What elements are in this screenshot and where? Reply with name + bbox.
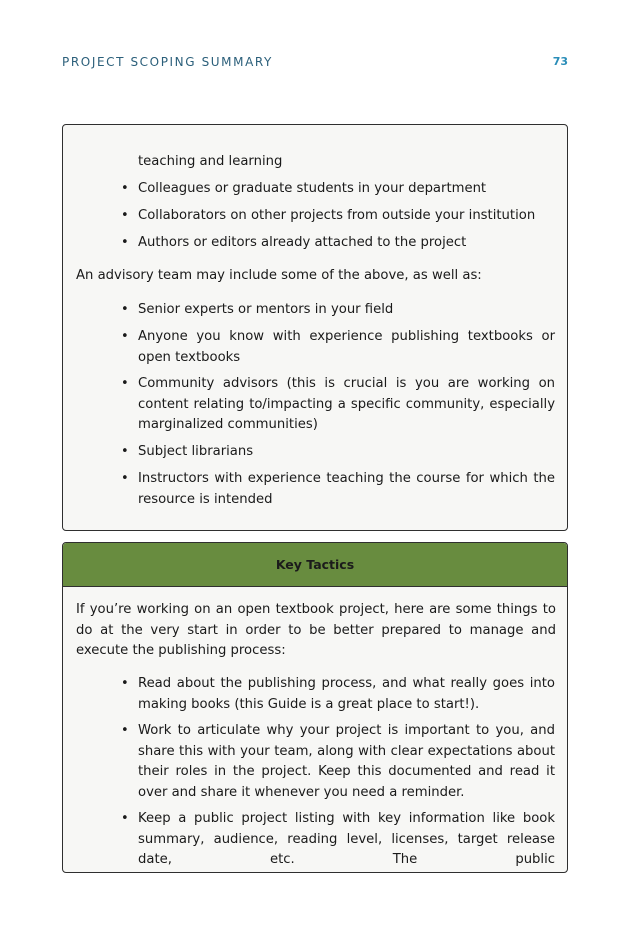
list-item <box>121 674 555 715</box>
list-item-continuation <box>121 152 555 173</box>
list-item <box>121 233 555 254</box>
list-item-text: Read about the publishing process, and what really goes into making books (this Guide is a great place to start!). <box>138 676 555 712</box>
list-item-text: Authors or editors already attached to the project <box>138 235 467 250</box>
advisory-team-box <box>62 124 568 531</box>
list-item-text: Work to articulate why your project is important to you, and share this with your team, along with clear expectations about their roles in the project. Keep this documented and read it over and share it whenever you need a reminder. <box>138 723 555 800</box>
bullet-icon: • <box>121 181 129 196</box>
bullet-icon: • <box>121 723 129 738</box>
list-item <box>121 809 555 871</box>
list-item <box>121 721 555 803</box>
bullet-icon: • <box>121 302 129 317</box>
list-item <box>121 442 555 463</box>
list-item-text: teaching and learning <box>138 154 283 169</box>
list-item <box>121 469 555 510</box>
bullet-icon: • <box>121 235 129 250</box>
list-item-text: Community advisors (this is crucial is you are working on content relating to/impacting a specific community, especially marginalized communities) <box>138 376 555 432</box>
list-item <box>121 206 555 227</box>
list-item <box>121 300 555 321</box>
bullet-icon: • <box>121 676 129 691</box>
list-item-text: Subject librarians <box>138 444 254 459</box>
list-item <box>121 374 555 436</box>
key-tactics-box <box>62 542 568 873</box>
list-item <box>121 327 555 368</box>
running-title: PROJECT SCOPING SUMMARY <box>62 55 273 69</box>
bullet-icon: • <box>121 444 129 459</box>
running-header <box>62 55 568 71</box>
list-item <box>121 179 555 200</box>
list-item-text: Anyone you know with experience publishing textbooks or open textbooks <box>138 329 555 365</box>
list-item-text: Collaborators on other projects from outside your institution <box>138 208 536 223</box>
bullet-icon: • <box>121 376 129 391</box>
key-tactics-intro-paragraph: If you’re working on an open textbook project, here are some things to do at the very start in order to be better prepared to manage and execute the publishing process: <box>76 602 556 658</box>
bullet-icon: • <box>121 208 129 223</box>
list-item-text: Colleagues or graduate students in your department <box>138 181 487 196</box>
list-item-text: Instructors with experience teaching the course for which the resource is intended <box>138 471 555 507</box>
advisory-intro-paragraph: An advisory team may include some of the above, as well as: <box>76 268 482 283</box>
bullet-icon: • <box>121 329 129 344</box>
key-tactics-header <box>63 543 567 587</box>
list-item-text: Keep a public project listing with key information like book summary, audience, reading level, licenses, target release date, etc. The public <box>138 811 555 867</box>
bullet-icon: • <box>121 811 129 826</box>
list-item-text: Senior experts or mentors in your field <box>138 302 394 317</box>
page-number: 73 <box>552 55 568 68</box>
key-tactics-title: Key Tactics <box>275 557 355 572</box>
bullet-icon: • <box>121 471 129 486</box>
